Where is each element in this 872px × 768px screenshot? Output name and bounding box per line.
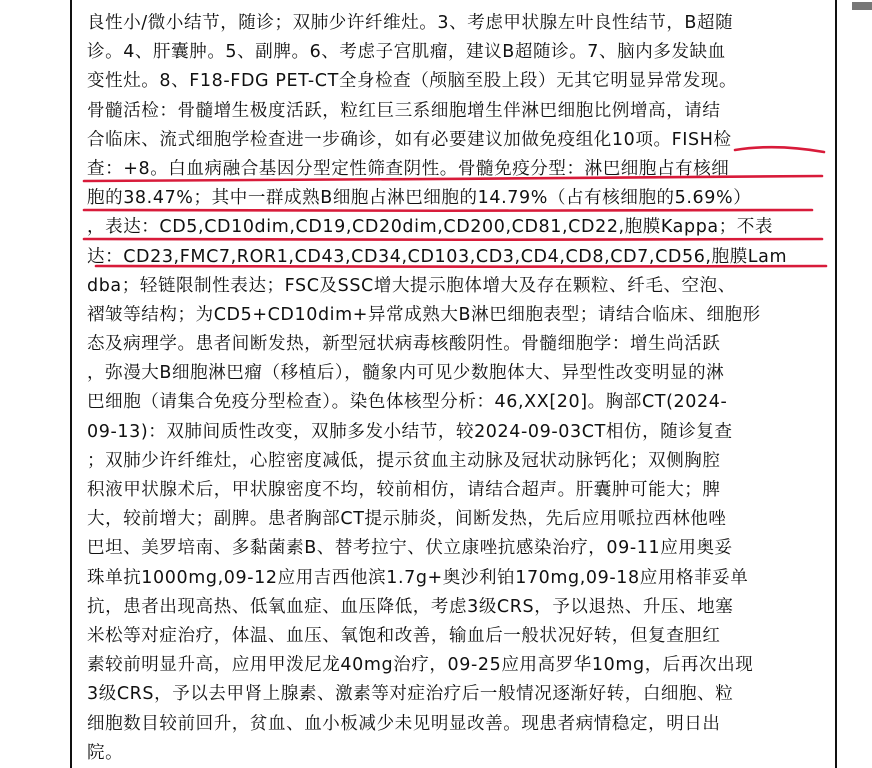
text-line: 巴坦、美罗培南、多黏菌素B、替考拉宁、伏立康唑抗感染治疗，09-11应用奥妥 — [87, 538, 733, 559]
text-line: 09-13)：双肺间质性改变，双肺多发小结节，较2024-09-03CT相仿，随诊复查 — [87, 421, 733, 442]
text-line: 良性小/微小结节，随诊；双肺少许纤维灶。3、考虑甲状腺左叶良性结节，B超随 — [87, 13, 734, 33]
page-corner-mark — [852, 2, 872, 10]
text-line: 珠单抗1000mg,09-12应用吉西他滨1.7g+奥沙利铂170mg,09-18应用格菲妥单 — [87, 567, 749, 588]
text-line: 细胞数目较前回升，贫血、血小板减少未见明显改善。现患者病情稳定，明日出 — [87, 713, 721, 734]
report-body — [87, 9, 827, 768]
page-border-left — [70, 0, 72, 768]
text-line: ，表达：CD5,CD10dim,CD19,CD20dim,CD200,CD81,CD22,胞膜Kappa；不表 — [87, 217, 774, 238]
text-line: 大，较前增大；副脾。患者胸部CT提示肺炎，间断发热，先后应用哌拉西林他唑 — [87, 509, 727, 530]
text-line: 素较前明显升高，应用甲泼尼龙40mg治疗，09-25应用高罗华10mg，后再次出现 — [87, 655, 754, 676]
text-line: 变性灶。8、F18-FDG PET-CT全身检查（颅脑至股上段）无其它明显异常发现。 — [87, 71, 738, 92]
page-border-right — [835, 0, 837, 768]
text-line: 米松等对症治疗，体温、血压、氧饱和改善，输血后一般状况好转，但复查胆红 — [87, 625, 721, 646]
text-line: 达：CD23,FMC7,ROR1,CD43,CD34,CD103,CD3,CD4,CD8,CD7,CD56,胞膜Lam — [87, 246, 788, 267]
text-line: ，弥漫大B细胞淋巴瘤（移植后），髓象内可见少数胞体大、异型性改变明显的淋 — [87, 363, 725, 384]
text-line: 合临床、流式细胞学检查进一步确诊，如有必要建议加做免疫组化10项。FISH检 — [87, 129, 732, 150]
text-line: 积液甲状腺术后，甲状腺密度不均，较前相仿，请结合超声。肝囊肿可能大；脾 — [87, 480, 721, 500]
text-line: 态及病理学。患者间断发热，新型冠状病毒核酸阴性。骨髓细胞学：增生尚活跃 — [87, 334, 721, 355]
text-line: 抗，患者出现高热、低氧血症、血压降低，考虑3级CRS，予以退热、升压、地塞 — [87, 596, 734, 617]
text-line: 3级CRS，予以去甲肾上腺素、激素等对症治疗后一般情况逐渐好转，白细胞、粒 — [87, 684, 734, 705]
text-line: 院。 — [87, 742, 124, 763]
text-line: ；双肺少许纤维灶，心腔密度减低，提示贫血主动脉及冠状动脉钙化；双侧胸腔 — [87, 450, 721, 471]
text-line: 查：+8。白血病融合基因分型定性筛查阴性。骨髓免疫分型：淋巴细胞占有核细 — [87, 158, 730, 179]
text-line: 褶皱等结构；为CD5+CD10dim+异常成熟大B淋巴细胞表型；请结合临床、细胞形 — [87, 304, 761, 325]
text-line: 骨髓活检：骨髓增生极度活跃，粒红巨三系细胞增生伴淋巴细胞比例增高，请结 — [87, 100, 721, 121]
text-line: 巴细胞（请集合免疫分型检查）。染色体核型分析：46,XX[20]。胸部CT(2024- — [87, 392, 728, 413]
text-line: 诊。4、肝囊肿。5、副脾。6、考虑子宫肌瘤，建议B超随诊。7、脑内多发缺血 — [87, 42, 726, 63]
text-line: 胞的38.47%；其中一群成熟B细胞占淋巴细胞的14.79%（占有核细胞的5.69%） — [87, 188, 752, 209]
text-line: dba；轻链限制性表达；FSC及SSC增大提示胞体增大及存在颗粒、纤毛、空泡、 — [87, 275, 736, 296]
